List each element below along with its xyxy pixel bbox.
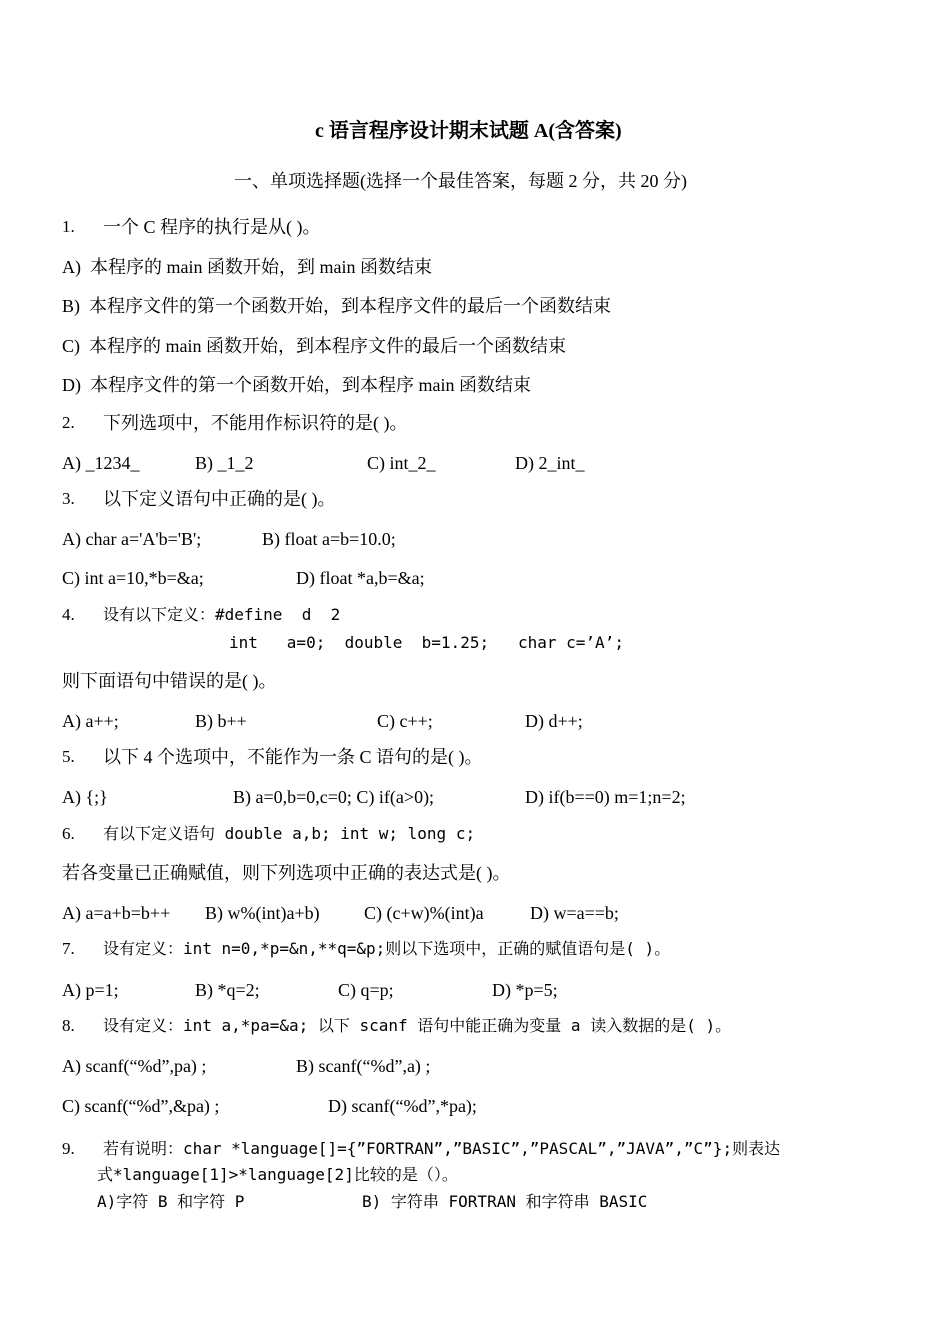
- question-5-number: 5.: [62, 747, 75, 766]
- question-8-option-a: A) scanf(“%d”,pa) ;: [62, 1056, 207, 1076]
- question-1-option-c: C) 本程序的 main 函数开始，到本程序文件的最后一个函数结束: [62, 336, 566, 356]
- question-6-option-b: B) w%(int)a+b): [205, 903, 320, 923]
- question-6-prompt: 若各变量已正确赋值，则下列选项中正确的表达式是( )。: [62, 863, 511, 883]
- question-7-option-a: A) p=1;: [62, 980, 119, 1000]
- question-9-option-b: B) 字符串 FORTRAN 和字符串 BASIC: [362, 1192, 648, 1211]
- question-8-option-b: B) scanf(“%d”,a) ;: [296, 1056, 431, 1076]
- question-7-option-b: B) *q=2;: [195, 980, 260, 1000]
- question-8-stem: 设有定义：int a,*pa=&a; 以下 scanf 语句中能正确为变量 a 读入数据的是( )。: [103, 1016, 732, 1035]
- question-1-number: 1.: [62, 217, 75, 236]
- question-2-stem: 下列选项中，不能用作标识符的是( )。: [103, 413, 408, 433]
- question-5-option-d: D) if(b==0) m=1;n=2;: [525, 787, 686, 807]
- question-9-option-a: A)字符 B 和字符 P: [97, 1192, 245, 1211]
- question-2-option-b: B) _1_2: [195, 453, 254, 473]
- question-1-option-a: A) 本程序的 main 函数开始，到 main 函数结束: [62, 257, 432, 277]
- question-3-option-d: D) float *a,b=&a;: [296, 568, 425, 588]
- question-4-option-d: D) d++;: [525, 711, 583, 731]
- question-7-stem: 设有定义：int n=0,*p=&n,**q=&p;则以下选项中，正确的赋值语句是( )。: [103, 939, 671, 958]
- question-4-code-line: int a=0; double b=1.25; char c=’A’;: [229, 633, 624, 652]
- question-6-option-d: D) w=a==b;: [530, 903, 619, 923]
- question-4-option-b: B) b++: [195, 711, 247, 731]
- question-4-number: 4.: [62, 605, 75, 624]
- question-1-option-b: B) 本程序文件的第一个函数开始，到本程序文件的最后一个函数结束: [62, 296, 611, 316]
- question-4-option-a: A) a++;: [62, 711, 119, 731]
- section-heading: 一、单项选择题(选择一个最佳答案，每题 2 分，共 20 分): [234, 171, 687, 191]
- question-3-option-c: C) int a=10,*b=&a;: [62, 568, 204, 588]
- document-title: c 语言程序设计期末试题 A(含答案): [315, 120, 622, 142]
- question-8-option-d: D) scanf(“%d”,*pa);: [328, 1096, 477, 1116]
- question-9-stem: 若有说明：char *language[]={”FORTRAN”,”BASIC”,”PASCAL”,”JAVA”,”C”};则表达: [103, 1139, 781, 1158]
- question-6-option-c: C) (c+w)%(int)a: [364, 903, 484, 923]
- question-3-number: 3.: [62, 489, 75, 508]
- question-8-number: 8.: [62, 1016, 75, 1035]
- question-9-number: 9.: [62, 1139, 75, 1158]
- question-9-stem-continued: 式*language[1]>*language[2]比较的是（）。: [97, 1165, 458, 1184]
- question-3-option-a: A) char a='A'b='B';: [62, 529, 202, 549]
- question-6-number: 6.: [62, 824, 75, 843]
- question-7-option-c: C) q=p;: [338, 980, 394, 1000]
- question-5-stem: 以下 4 个选项中，不能作为一条 C 语句的是( )。: [103, 747, 483, 767]
- question-7-number: 7.: [62, 939, 75, 958]
- question-2-option-a: A) _1234_: [62, 453, 140, 473]
- question-7-option-d: D) *p=5;: [492, 980, 558, 1000]
- question-4-prompt: 则下面语句中错误的是( )。: [62, 671, 277, 691]
- question-2-number: 2.: [62, 413, 75, 432]
- question-5-option-bc: B) a=0,b=0,c=0; C) if(a>0);: [233, 787, 435, 807]
- question-4-stem: 设有以下定义：#define d 2: [103, 605, 341, 624]
- question-8-option-c: C) scanf(“%d”,&pa) ;: [62, 1096, 220, 1116]
- question-2-option-c: C) int_2_: [367, 453, 436, 473]
- question-3-stem: 以下定义语句中正确的是( )。: [103, 489, 336, 509]
- question-1-stem: 一个 C 程序的执行是从( )。: [103, 217, 321, 237]
- question-5-option-a: A) {;}: [62, 787, 108, 807]
- question-6-option-a: A) a=a+b=b++: [62, 903, 171, 923]
- question-6-stem: 有以下定义语句 double a,b; int w; long c;: [103, 824, 476, 843]
- question-3-option-b: B) float a=b=10.0;: [262, 529, 396, 549]
- question-2-option-d: D) 2_int_: [515, 453, 585, 473]
- question-1-option-d: D) 本程序文件的第一个函数开始，到本程序 main 函数结束: [62, 375, 531, 395]
- question-4-option-c: C) c++;: [377, 711, 433, 731]
